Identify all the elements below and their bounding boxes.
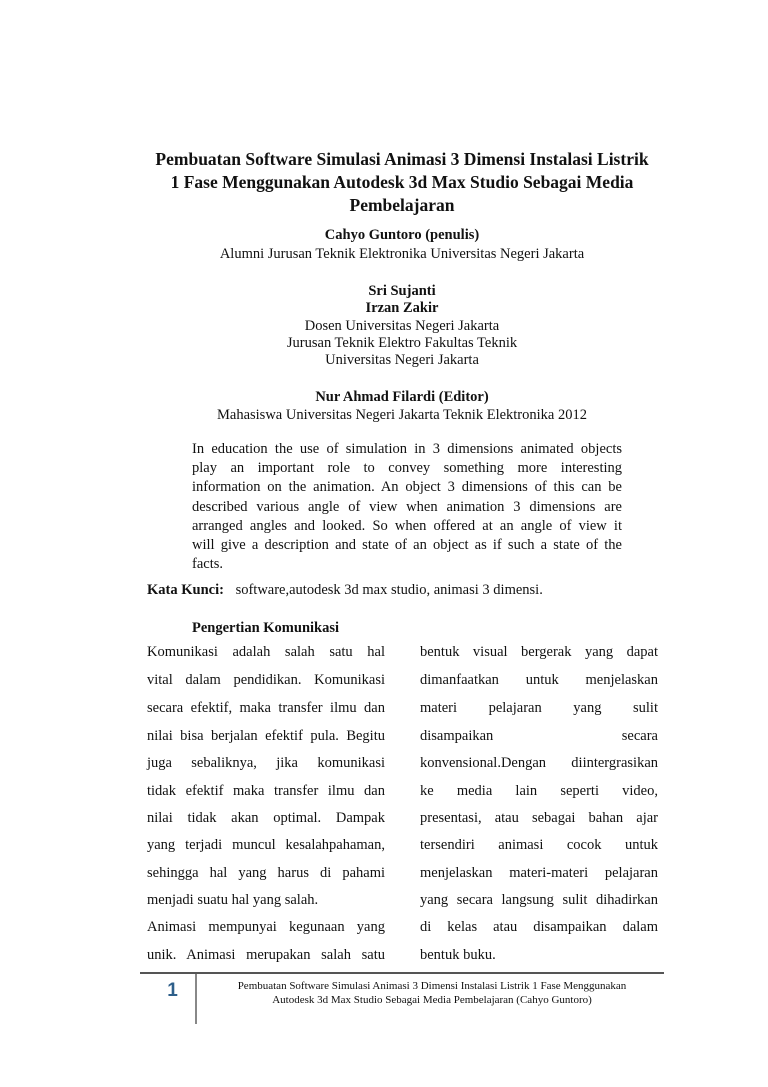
abstract-line: facts. — [192, 556, 223, 573]
title-line: Pembuatan Software Simulasi Animasi 3 Dimensi Instalasi Listrik — [155, 149, 649, 169]
body-line: vital dalam pendidikan. Komunikasi — [147, 672, 385, 688]
lecturer-name: Irzan Zakir — [365, 300, 439, 316]
body-line: unik. Animasi merupakan salah satu — [147, 947, 385, 963]
body-column-left — [147, 642, 385, 962]
abstract-line: play an important role to convey something more interesting — [192, 460, 622, 477]
editor-affiliation: Mahasiswa Universitas Negeri Jakarta Teknik Elektronika 2012 — [217, 407, 587, 423]
footer-line: Pembuatan Software Simulasi Animasi 3 Dimensi Instalasi Listrik 1 Fase Menggunakan — [237, 980, 627, 992]
abstract-line: information on the animation. An object 3 dimensions of this can be — [192, 479, 622, 496]
abstract — [192, 440, 622, 574]
abstract-line: will give a description and state of an object as if such a state of the — [192, 537, 622, 554]
body-line: sehingga hal yang harus di pahami — [147, 865, 385, 881]
body-line: yang secara langsung sulit dihadirkan — [420, 892, 658, 908]
body-column-right — [420, 642, 658, 962]
body-line: konvensional.Dengan diintergrasikan — [420, 755, 658, 771]
body-line: nilai bisa berjalan efektif pula. Begitu — [147, 728, 385, 744]
author-name: Cahyo Guntoro (penulis) — [324, 227, 480, 243]
page-number: 1 — [167, 980, 178, 1001]
body-line: bentuk buku. — [420, 947, 496, 963]
body-line: presentasi, atau sebagai bahan ajar — [420, 810, 658, 826]
paper-title — [140, 148, 664, 217]
body-line: materi pelajaran yang sulit — [420, 700, 658, 716]
footer-divider — [140, 972, 664, 974]
lecturer-affiliation: Jurusan Teknik Elektro Fakultas Teknik — [286, 335, 518, 351]
editor-name: Nur Ahmad Filardi (Editor) — [315, 389, 489, 405]
section-heading: Pengertian Komunikasi — [192, 620, 340, 636]
body-line: tidak efektif maka transfer ilmu dan — [147, 783, 385, 799]
title-line: 1 Fase Menggunakan Autodesk 3d Max Studio Sebagai Media — [170, 172, 634, 192]
author-affiliation: Alumni Jurusan Teknik Elektronika Universitas Negeri Jakarta — [219, 246, 585, 262]
keywords-label: Kata Kunci: — [147, 582, 224, 598]
title-line: Pembelajaran — [349, 195, 455, 215]
body-line: ke media lain seperti video, — [420, 783, 658, 799]
abstract-line: arranged angles and looked. So when offered at an angle of view it — [192, 517, 622, 534]
lecturer-affiliation: Dosen Universitas Negeri Jakarta — [304, 318, 500, 334]
abstract-line: described various angle of view when animation 3 dimensions are — [192, 498, 622, 515]
body-line: Komunikasi adalah salah satu hal — [147, 644, 385, 660]
body-line: disampaikan secara — [420, 728, 658, 744]
body-line: juga sebaliknya, jika komunikasi — [147, 755, 385, 771]
lecturer-name: Sri Sujanti — [368, 283, 436, 299]
body-line: tersendiri animasi cocok untuk — [420, 837, 658, 853]
abstract-line: In education the use of simulation in 3 dimensions animated objects — [192, 441, 622, 457]
body-line: Animasi mempunyai kegunaan yang — [147, 919, 385, 935]
keywords-value: software,autodesk 3d max studio, animasi 3 dimensi. — [235, 582, 543, 598]
footer-vertical-divider — [195, 974, 197, 1024]
footer-line: Autodesk 3d Max Studio Sebagai Media Pembelajaran (Cahyo Guntoro) — [272, 993, 592, 1006]
body-line: di kelas atau disampaikan dalam — [420, 919, 658, 935]
lecturer-affiliation: Universitas Negeri Jakarta — [325, 352, 479, 368]
body-line: menjelaskan materi-materi pelajaran — [420, 865, 658, 881]
body-line: menjadi suatu hal yang salah. — [147, 892, 319, 908]
body-line: nilai tidak akan optimal. Dampak — [147, 810, 385, 826]
body-line: secara efektif, maka transfer ilmu dan — [147, 700, 385, 716]
body-line: dimanfaatkan untuk menjelaskan — [420, 672, 658, 688]
body-line: bentuk visual bergerak yang dapat — [420, 644, 658, 660]
keywords — [147, 582, 543, 599]
body-line: yang terjadi muncul kesalahpahaman, — [147, 837, 385, 853]
running-footer — [200, 980, 664, 1007]
